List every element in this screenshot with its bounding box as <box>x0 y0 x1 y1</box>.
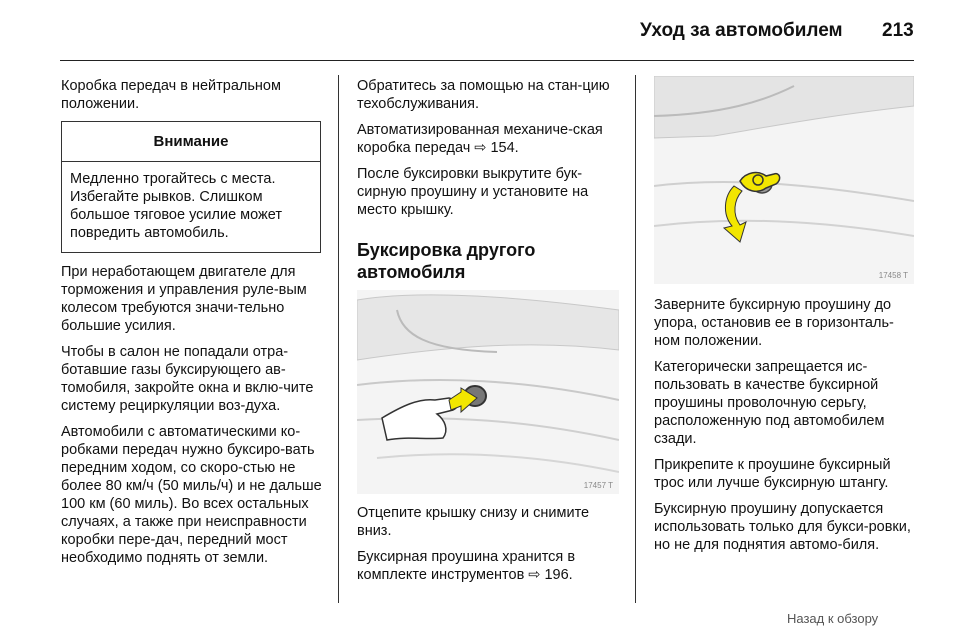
paragraph-eye-storage: Буксирная проушина хранится в комплекте инструментов ⇨ 196. <box>357 549 576 583</box>
warning-title: Внимание <box>62 122 320 162</box>
paragraph-after-towing: После буксировки выкрутите бук-сирную проушину и установите на место крышку. <box>357 166 589 218</box>
paragraph-gearbox-ref: Автоматизированная механиче-ская коробка передач ⇨ 154. <box>357 122 603 156</box>
page-header-title: Уход за автомобилем <box>640 20 843 41</box>
paragraph-exhaust: Чтобы в салон не попадали отра-ботавшие газы буксирующего ав-томобиля, закройте окна и вклю-чите систему рециркуляции воз-духа. <box>61 344 314 414</box>
paragraph-service: Обратитесь за помощью на стан-цию техобслуживания. <box>357 78 610 112</box>
warning-body: Медленно трогайтесь с места. Избегайте рывков. Слишком большое тяговое усилие может повредить автомобиль. <box>70 171 282 241</box>
column-divider-2 <box>635 75 636 603</box>
paragraph-engine-off: При неработающем двигателе для торможения и управления руле-вым колесом требуются значи-тельно большие усилия. <box>61 264 307 334</box>
paragraph-neutral: Коробка передач в нейтральном положении. <box>61 78 281 112</box>
figure-id-17457: 17457 T <box>583 481 613 490</box>
section-heading-towing-other: Буксировка другого автомобиля <box>357 240 536 282</box>
figure-id-17458: 17458 T <box>878 271 908 280</box>
column-divider-1 <box>338 75 339 603</box>
towing-eye-illustration <box>654 76 914 284</box>
header-divider <box>60 60 914 61</box>
paragraph-screw-eye: Заверните буксирную проушину до упора, остановив ее в горизонталь-ном положении. <box>654 297 894 349</box>
figure-remove-cover <box>357 290 619 494</box>
bumper-illustration <box>357 290 619 494</box>
column-3 <box>654 296 919 562</box>
paragraph-remove-cover: Отцепите крышку снизу и снимите вниз. <box>357 505 590 539</box>
back-to-overview-link[interactable]: Назад к обзору <box>787 611 879 626</box>
paragraph-attach-rope: Прикрепите к проушине буксирный трос или лучше буксирную штангу. <box>654 457 891 491</box>
warning-box <box>61 121 321 253</box>
column-1 <box>61 77 331 575</box>
paragraph-usage-limit: Буксирную проушину допускается использовать только для букси-ровки, но не для поднятия автомо-биля. <box>654 501 911 553</box>
paragraph-automatic: Автомобили с автоматическими ко-робками передач нужно буксиро-вать передним ходом, со скоро-стью не более 80 км/ч (50 миль/ч) и не дальше 100 км (60 миль). Во всех остальных случаях, а также при неисправности коробки пере-дач, передний мост необходимо поднять от земли. <box>61 424 322 566</box>
paragraph-prohibition: Категорически запрещается ис-пользовать в качестве буксирной проушины проволочную серьгу, расположенную под автомобилем сзади. <box>654 359 885 447</box>
figure-screw-eye <box>654 76 914 284</box>
page-number: 213 <box>882 20 914 41</box>
column-2-lower <box>357 504 619 592</box>
column-2 <box>357 77 619 297</box>
